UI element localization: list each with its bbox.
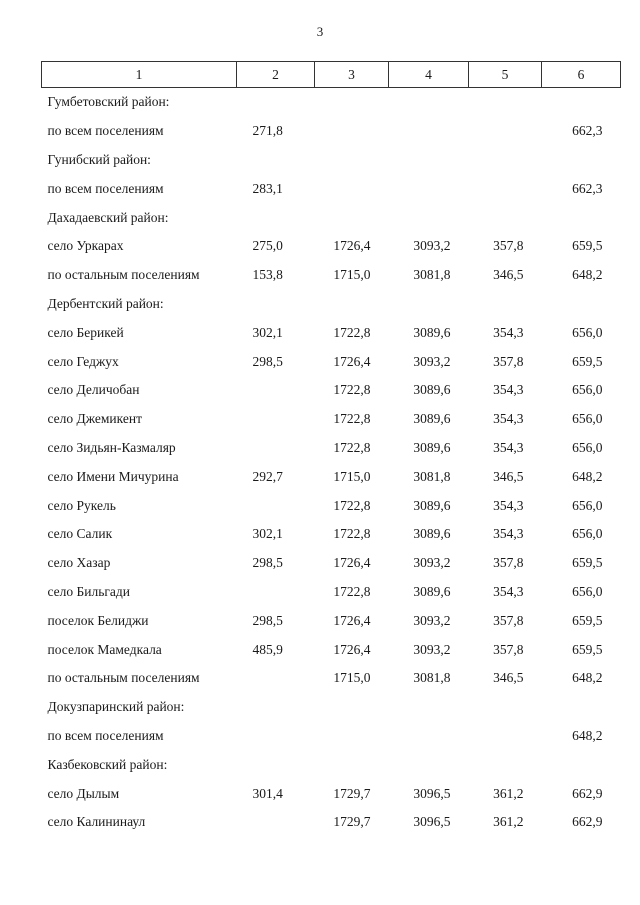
cell-col-3 <box>315 117 389 146</box>
table-row <box>42 376 621 405</box>
cell-col-4: 3081,8 <box>413 670 451 686</box>
cell-col-4: 3093,2 <box>413 353 451 369</box>
cell-col-5: 357,8 <box>493 238 524 254</box>
cell-col-6: 662,3 <box>572 123 603 139</box>
row-label: Дербентский район: <box>47 295 164 311</box>
table-row <box>42 232 621 261</box>
cell-col-2 <box>237 405 315 434</box>
cell-col-4: 3089,6 <box>413 411 451 427</box>
cell-col-4: 3093,2 <box>413 555 451 571</box>
cell-col-2: 301,4 <box>252 785 283 801</box>
cell-col-5 <box>469 174 542 203</box>
table-row <box>42 779 621 808</box>
cell-col-5 <box>469 750 542 779</box>
row-label: Докузпаринский район: <box>47 699 185 715</box>
cell-col-4: 3089,6 <box>413 583 451 599</box>
cell-col-5: 354,3 <box>493 526 524 542</box>
cell-col-3: 1722,8 <box>333 382 371 398</box>
cell-col-5 <box>469 146 542 175</box>
cell-col-2: 283,1 <box>252 180 283 196</box>
table-row <box>42 491 621 520</box>
cell-col-2 <box>237 693 315 722</box>
cell-col-4 <box>389 722 469 751</box>
row-label: село Дылым <box>47 785 120 801</box>
row-label: село Калининаул <box>47 814 146 830</box>
tariff-table <box>41 61 621 837</box>
cell-col-2: 298,5 <box>252 612 283 628</box>
cell-col-3: 1726,4 <box>333 612 371 628</box>
cell-col-2 <box>237 808 315 837</box>
cell-col-4: 3096,5 <box>413 785 451 801</box>
cell-col-5: 346,5 <box>493 267 524 283</box>
cell-col-3 <box>315 146 389 175</box>
cell-col-5: 357,8 <box>493 353 524 369</box>
cell-col-4: 3081,8 <box>413 468 451 484</box>
table-row <box>42 462 621 491</box>
row-label: село Геджух <box>47 353 119 369</box>
table-row <box>42 88 621 117</box>
column-header-5: 5 <box>469 62 542 88</box>
cell-col-5: 357,8 <box>493 641 524 657</box>
cell-col-3: 1722,8 <box>333 497 371 513</box>
cell-col-5: 354,3 <box>493 439 524 455</box>
cell-col-5: 346,5 <box>493 468 524 484</box>
cell-col-5: 346,5 <box>493 670 524 686</box>
cell-col-5 <box>469 290 542 319</box>
row-label: по всем поселениям <box>47 123 164 139</box>
cell-col-4: 3093,2 <box>413 238 451 254</box>
cell-col-2 <box>237 290 315 319</box>
row-label: село Джемикент <box>47 411 142 427</box>
table-row <box>42 664 621 693</box>
row-label: село Имени Мичурина <box>47 468 179 484</box>
table-row <box>42 549 621 578</box>
cell-col-6: 648,2 <box>572 468 603 484</box>
row-label: по всем поселениям <box>47 180 164 196</box>
cell-col-6: 648,2 <box>572 267 603 283</box>
cell-col-2 <box>237 203 315 232</box>
cell-col-2 <box>237 146 315 175</box>
cell-col-3 <box>315 750 389 779</box>
table-row <box>42 347 621 376</box>
cell-col-4 <box>389 88 469 117</box>
cell-col-5 <box>469 722 542 751</box>
cell-col-2 <box>237 376 315 405</box>
column-header-4: 4 <box>389 62 469 88</box>
cell-col-4: 3096,5 <box>413 814 451 830</box>
cell-col-4: 3089,6 <box>413 526 451 542</box>
row-label: Гумбетовский район: <box>47 94 170 110</box>
table-row <box>42 693 621 722</box>
cell-col-5 <box>469 203 542 232</box>
cell-col-2 <box>237 491 315 520</box>
cell-col-6: 656,0 <box>572 411 603 427</box>
table-row <box>42 261 621 290</box>
cell-col-3: 1722,8 <box>333 411 371 427</box>
row-label: село Уркарах <box>47 238 124 254</box>
cell-col-3: 1715,0 <box>333 670 371 686</box>
cell-col-6: 656,0 <box>572 526 603 542</box>
cell-col-5 <box>469 88 542 117</box>
cell-col-5 <box>469 693 542 722</box>
cell-col-3 <box>315 174 389 203</box>
cell-col-3: 1722,8 <box>333 583 371 599</box>
row-label: село Рукель <box>47 497 116 513</box>
cell-col-2: 275,0 <box>252 238 283 254</box>
row-label: село Берикей <box>47 324 124 340</box>
cell-col-4 <box>389 203 469 232</box>
cell-col-6 <box>542 290 621 319</box>
cell-col-6: 656,0 <box>572 324 603 340</box>
row-label: по всем поселениям <box>47 727 164 743</box>
cell-col-4 <box>389 174 469 203</box>
cell-col-2 <box>237 750 315 779</box>
cell-col-2: 485,9 <box>252 641 283 657</box>
cell-col-2: 298,5 <box>252 555 283 571</box>
table-row <box>42 117 621 146</box>
cell-col-3 <box>315 693 389 722</box>
row-label: Казбековский район: <box>47 756 168 772</box>
cell-col-4 <box>389 290 469 319</box>
row-label: село Зидьян-Казмаляр <box>47 439 176 455</box>
cell-col-2: 153,8 <box>252 267 283 283</box>
cell-col-4: 3089,6 <box>413 382 451 398</box>
cell-col-5 <box>469 117 542 146</box>
cell-col-4: 3081,8 <box>413 267 451 283</box>
row-label: по остальным поселениям <box>47 267 200 283</box>
cell-col-6: 656,0 <box>572 439 603 455</box>
table-row <box>42 635 621 664</box>
cell-col-2: 271,8 <box>252 123 283 139</box>
row-label: село Деличобан <box>47 382 140 398</box>
cell-col-6 <box>542 693 621 722</box>
table-header <box>42 62 621 88</box>
column-header-3: 3 <box>315 62 389 88</box>
cell-col-4: 3093,2 <box>413 641 451 657</box>
cell-col-3: 1726,4 <box>333 353 371 369</box>
table-body <box>42 88 621 837</box>
cell-col-4: 3093,2 <box>413 612 451 628</box>
cell-col-3: 1726,4 <box>333 641 371 657</box>
table-row <box>42 578 621 607</box>
cell-col-2: 292,7 <box>252 468 283 484</box>
table-row <box>42 318 621 347</box>
row-label: село Хазар <box>47 555 111 571</box>
cell-col-4: 3089,6 <box>413 324 451 340</box>
table-row <box>42 808 621 837</box>
cell-col-5: 357,8 <box>493 555 524 571</box>
cell-col-5: 354,3 <box>493 583 524 599</box>
cell-col-6: 662,3 <box>572 180 603 196</box>
cell-col-4 <box>389 693 469 722</box>
row-label: село Бильгади <box>47 583 131 599</box>
row-label: поселок Мамедкала <box>47 641 162 657</box>
cell-col-3 <box>315 290 389 319</box>
cell-col-3: 1715,0 <box>333 468 371 484</box>
table-row <box>42 174 621 203</box>
row-label: Дахадаевский район: <box>47 209 169 225</box>
cell-col-3: 1715,0 <box>333 267 371 283</box>
cell-col-6: 659,5 <box>572 238 603 254</box>
row-label: по остальным поселениям <box>47 670 200 686</box>
row-label: поселок Белиджи <box>47 612 149 628</box>
cell-col-4 <box>389 146 469 175</box>
cell-col-2 <box>237 664 315 693</box>
cell-col-6: 659,5 <box>572 641 603 657</box>
cell-col-2 <box>237 578 315 607</box>
table-row <box>42 434 621 463</box>
cell-col-4 <box>389 117 469 146</box>
cell-col-6: 659,5 <box>572 612 603 628</box>
table-row <box>42 146 621 175</box>
cell-col-6: 648,2 <box>572 727 603 743</box>
cell-col-6: 659,5 <box>572 555 603 571</box>
row-label: Гунибский район: <box>47 151 151 167</box>
cell-col-5: 354,3 <box>493 382 524 398</box>
table-row <box>42 203 621 232</box>
table-row <box>42 520 621 549</box>
table-row <box>42 722 621 751</box>
cell-col-3: 1726,4 <box>333 238 371 254</box>
cell-col-6: 662,9 <box>572 814 603 830</box>
cell-col-6: 648,2 <box>572 670 603 686</box>
cell-col-3 <box>315 88 389 117</box>
cell-col-6: 656,0 <box>572 583 603 599</box>
cell-col-5: 361,2 <box>493 785 524 801</box>
cell-col-3: 1722,8 <box>333 439 371 455</box>
cell-col-3: 1729,7 <box>333 814 371 830</box>
page-number: 3 <box>316 24 324 39</box>
cell-col-2: 302,1 <box>252 526 283 542</box>
cell-col-3 <box>315 722 389 751</box>
column-header-2: 2 <box>237 62 315 88</box>
cell-col-6: 662,9 <box>572 785 603 801</box>
cell-col-5: 357,8 <box>493 612 524 628</box>
cell-col-2: 302,1 <box>252 324 283 340</box>
cell-col-6 <box>542 88 621 117</box>
cell-col-2 <box>237 88 315 117</box>
cell-col-2 <box>237 722 315 751</box>
row-label: село Салик <box>47 526 113 542</box>
cell-col-6: 659,5 <box>572 353 603 369</box>
cell-col-3: 1722,8 <box>333 324 371 340</box>
table-row <box>42 750 621 779</box>
cell-col-4: 3089,6 <box>413 439 451 455</box>
cell-col-4 <box>389 750 469 779</box>
cell-col-2 <box>237 434 315 463</box>
cell-col-5: 354,3 <box>493 497 524 513</box>
column-header-1: 1 <box>42 62 237 88</box>
cell-col-5: 361,2 <box>493 814 524 830</box>
table-row <box>42 290 621 319</box>
cell-col-6 <box>542 146 621 175</box>
cell-col-2: 298,5 <box>252 353 283 369</box>
cell-col-6 <box>542 203 621 232</box>
cell-col-6: 656,0 <box>572 497 603 513</box>
column-header-6: 6 <box>542 62 621 88</box>
table-row <box>42 405 621 434</box>
cell-col-6 <box>542 750 621 779</box>
cell-col-6: 656,0 <box>572 382 603 398</box>
cell-col-5: 354,3 <box>493 324 524 340</box>
cell-col-3: 1722,8 <box>333 526 371 542</box>
table-row <box>42 606 621 635</box>
cell-col-3: 1726,4 <box>333 555 371 571</box>
cell-col-3: 1729,7 <box>333 785 371 801</box>
cell-col-5: 354,3 <box>493 411 524 427</box>
cell-col-4: 3089,6 <box>413 497 451 513</box>
cell-col-3 <box>315 203 389 232</box>
